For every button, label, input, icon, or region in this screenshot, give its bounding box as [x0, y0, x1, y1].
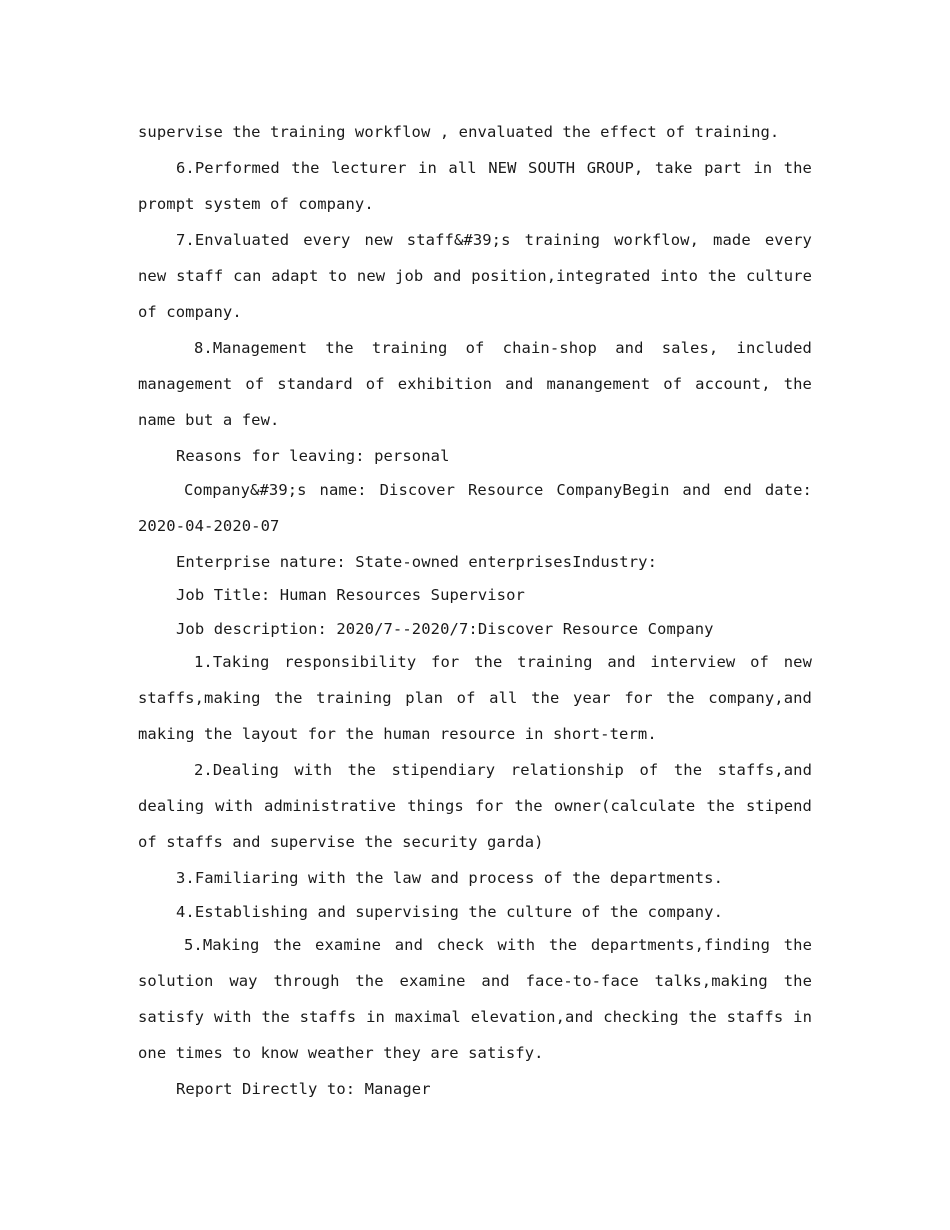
- paragraph-company-name: Company&#39;s name: Discover Resource CompanyBegin and end date: 2020-04-2020-07: [138, 480, 812, 535]
- paragraph-report-to: Report Directly to: Manager: [176, 1080, 431, 1098]
- paragraph-job-description: Job description: 2020/7--2020/7:Discover Resource Company: [176, 619, 714, 638]
- paragraph-item-5-examine: 5.Making the examine and check with the departments,finding the solution way through the examine and face-to-face talks,making the satisfy with the staffs in maximal elevation,and checking the staffs in one times to know weather they are satisfy.: [138, 936, 812, 1062]
- paragraph-job-title: Job Title: Human Resources Supervisor: [176, 586, 525, 604]
- paragraph-training-supervision: supervise the training workflow , envaluated the effect of training.: [138, 123, 780, 141]
- document-page: [138, 114, 812, 1107]
- paragraph-item-1-responsibility: 1.Taking responsibility for the training and interview of new staffs,making the training plan of all the year for the company,and making the layout for the human resource in short-term.: [138, 653, 812, 743]
- paragraph-enterprise-nature: Enterprise nature: State-owned enterprisesIndustry:: [176, 552, 658, 571]
- paragraph-item-4-culture: 4.Establishing and supervising the culture of the company.: [176, 902, 724, 921]
- paragraph-item-3-familiaring: 3.Familiaring with the law and process of the departments.: [176, 869, 724, 887]
- paragraph-item-7-new-staff: 7.Envaluated every new staff&#39;s training workflow, made every new staff can adapt to new job and position,integrated into the culture of company.: [138, 231, 812, 321]
- paragraph-reasons-for-leaving: Reasons for leaving: personal: [176, 447, 450, 465]
- paragraph-item-8-management: 8.Management the training of chain-shop and sales, included management of standard of exhibition and manangement of account, the name but a few.: [138, 339, 812, 429]
- paragraph-item-2-stipendiary: 2.Dealing with the stipendiary relationship of the staffs,and dealing with administrative things for the owner(calculate the stipend of staffs and supervise the security garda): [138, 761, 812, 851]
- paragraph-item-6-lecturer: 6.Performed the lecturer in all NEW SOUTH GROUP, take part in the prompt system of company.: [138, 159, 812, 213]
